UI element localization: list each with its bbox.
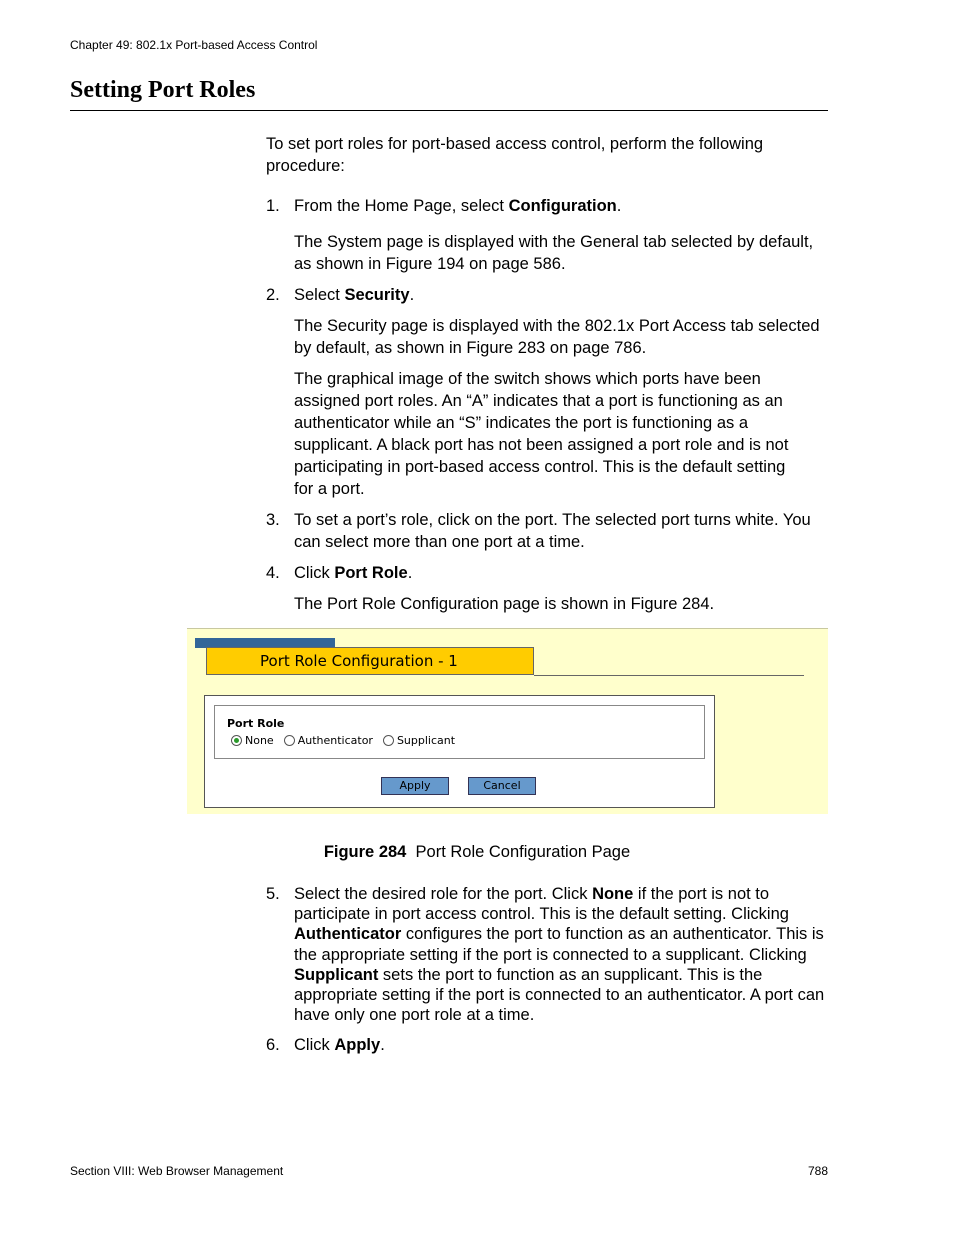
step-1-text: From the Home Page, select Configuration. <box>294 197 622 215</box>
step-number: 5. <box>266 885 280 903</box>
step-2-note: The Security page is displayed with the 802.1x Port Access tab selected by default, as shown in Figure 283 on page 786. <box>294 317 820 357</box>
radio-authenticator-label: Authenticator <box>297 734 373 747</box>
radio-supplicant[interactable] <box>383 735 394 746</box>
step-2-text: Select Security. <box>294 286 415 304</box>
step-6-text: Click Apply. <box>294 1036 385 1054</box>
page-number: 788 <box>808 1164 829 1178</box>
step-2-explanation: The graphical image of the switch shows which ports have been assigned port roles. An “A” indicates that a port is functioning as an authenticator while an “S” indicates the port is functioning as a supplicant. A black port has not been assigned a port role and is not participating in port-based access control. This is the default setting for a port. <box>294 370 789 498</box>
radio-supplicant-label: Supplicant <box>396 734 456 747</box>
step-3-text: To set a port’s role, click on the port. The selected port turns white. You can select more than one port at a time. <box>294 511 811 551</box>
step-4-text: Click Port Role. <box>294 564 413 582</box>
running-header: Chapter 49: 802.1x Port-based Access Control <box>70 38 318 52</box>
section-title: Setting Port Roles <box>70 77 256 103</box>
step-number: 4. <box>266 564 280 582</box>
step-1-note: The System page is displayed with the General tab selected by default, as shown in Figure 194 on page 586. <box>294 233 814 273</box>
port-role-configuration-screenshot <box>187 628 828 814</box>
port-role-options <box>231 734 461 747</box>
tab-underline <box>534 675 804 676</box>
radio-none[interactable] <box>231 735 242 746</box>
step-4-note: The Port Role Configuration page is shown in Figure 284. <box>294 595 715 613</box>
radio-option-supplicant[interactable] <box>383 734 455 747</box>
page-tab-title: Port Role Configuration - 1 <box>206 647 534 675</box>
cancel-button[interactable]: Cancel <box>468 777 536 795</box>
radio-option-none[interactable] <box>231 734 274 747</box>
radio-option-authenticator[interactable] <box>284 734 373 747</box>
intro-paragraph: To set port roles for port-based access control, perform the following procedure: <box>266 135 764 175</box>
config-panel <box>204 695 715 808</box>
figure-caption: Figure 284 Port Role Configuration Page <box>323 843 631 861</box>
step-number: 1. <box>266 197 280 215</box>
step-number: 3. <box>266 511 280 529</box>
radio-none-label: None <box>245 734 274 747</box>
footer-section: Section VIII: Web Browser Management <box>70 1164 284 1178</box>
radio-authenticator[interactable] <box>284 735 295 746</box>
port-role-label: Port Role <box>227 717 285 730</box>
step-number: 2. <box>266 286 280 304</box>
step-5-text: Select the desired role for the port. Click None if the port is not to participate in port access control. This is the default setting. Clicking Authenticator configures the port to function as an authenticator. This is the appropriate setting if the port is connected to a supplicant. Clicking Supplicant sets the port to function as an supplicant. This is the appropriate setting if the port is connected to an authenticator. A port can have only one port role at a time. <box>294 885 825 1025</box>
apply-button[interactable]: Apply <box>381 777 449 795</box>
title-rule <box>70 110 828 111</box>
step-number: 6. <box>266 1036 280 1054</box>
port-role-fieldset <box>214 705 705 759</box>
